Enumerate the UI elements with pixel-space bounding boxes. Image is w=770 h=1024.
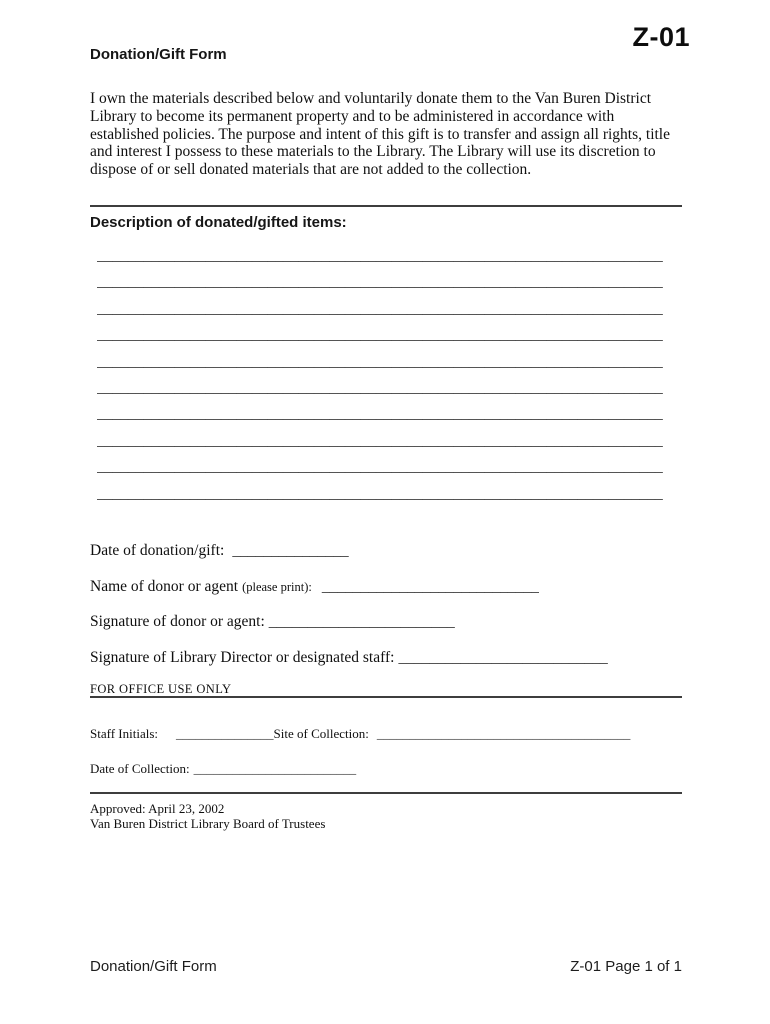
form-content (90, 0, 690, 1024)
description-write-line[interactable]: _________________________________________________________________________ (97, 299, 663, 317)
staff-initials-blank[interactable]: _______________ (176, 726, 274, 741)
approval-block (90, 801, 325, 831)
page-title: Donation/Gift Form (90, 46, 227, 63)
description-write-line[interactable]: _________________________________________________________________________ (97, 247, 663, 264)
field-row-donation-date (90, 542, 349, 562)
field-row-director-signature (90, 649, 608, 669)
donation-date-label: Date of donation/gift: (90, 542, 225, 559)
collection-date-blank[interactable]: _________________________ (193, 761, 357, 776)
approval-org-text: Van Buren District Library Board of Trustees (90, 816, 326, 831)
footer-form-name: Donation/Gift Form (90, 958, 217, 975)
form-code-label: Z-01 (632, 22, 690, 52)
description-write-line[interactable]: _________________________________________________________________________ (97, 378, 663, 396)
section-divider-top (90, 205, 682, 207)
description-write-line[interactable]: _________________________________________________________________________ (97, 405, 663, 423)
collection-date-label: Date of Collection: (90, 761, 190, 776)
description-write-line[interactable]: _________________________________________________________________________ (97, 431, 663, 449)
office-row-staff (90, 726, 630, 742)
site-of-collection-label: Site of Collection: (273, 726, 369, 741)
approval-date-text: Approved: April 23, 2002 (90, 801, 225, 816)
site-of-collection-blank[interactable]: _______________________________________ (376, 726, 631, 741)
donor-signature-blank[interactable]: ________________________ (268, 613, 455, 630)
footer-page-info: Z-01 Page 1 of 1 (570, 958, 682, 975)
donor-name-label: Name of donor or agent (90, 578, 239, 595)
description-heading: Description of donated/gifted items: (90, 214, 347, 231)
approval-divider (90, 792, 682, 794)
office-row-collection-date (90, 761, 356, 777)
intro-paragraph: I own the materials described below and voluntarily donate them to the Van Buren District Library to become its permanent property and to be administered in accordance with established policies. The purpose and intent of this gift is to transfer and assign all rights, title and interest I possess to these materials to the Library. The Library will use its discretion to dispose of or sell donated materials that are not added to the collection. (90, 90, 670, 179)
staff-initials-label: Staff Initials: (90, 726, 159, 741)
office-use-heading: FOR OFFICE USE ONLY (90, 682, 232, 696)
director-signature-label: Signature of Library Director or designated staff: (90, 649, 395, 666)
description-write-line[interactable]: _________________________________________________________________________ (97, 484, 663, 502)
field-row-donor-name (90, 578, 539, 598)
description-write-line[interactable]: _________________________________________________________________________ (97, 326, 663, 344)
donor-signature-label: Signature of donor or agent: (90, 613, 265, 630)
office-section-divider (90, 696, 682, 698)
description-write-area (97, 243, 672, 507)
description-write-line[interactable]: _________________________________________________________________________ (97, 458, 663, 476)
donation-date-blank[interactable]: _______________ (232, 542, 349, 559)
description-write-line[interactable]: _________________________________________________________________________ (97, 273, 663, 291)
donor-name-note: (please print): (242, 580, 312, 594)
director-signature-blank[interactable]: ___________________________ (398, 649, 608, 666)
field-row-donor-signature (90, 613, 455, 633)
description-write-line[interactable]: _________________________________________________________________________ (97, 352, 663, 370)
donor-name-blank[interactable]: ____________________________ (321, 578, 539, 595)
